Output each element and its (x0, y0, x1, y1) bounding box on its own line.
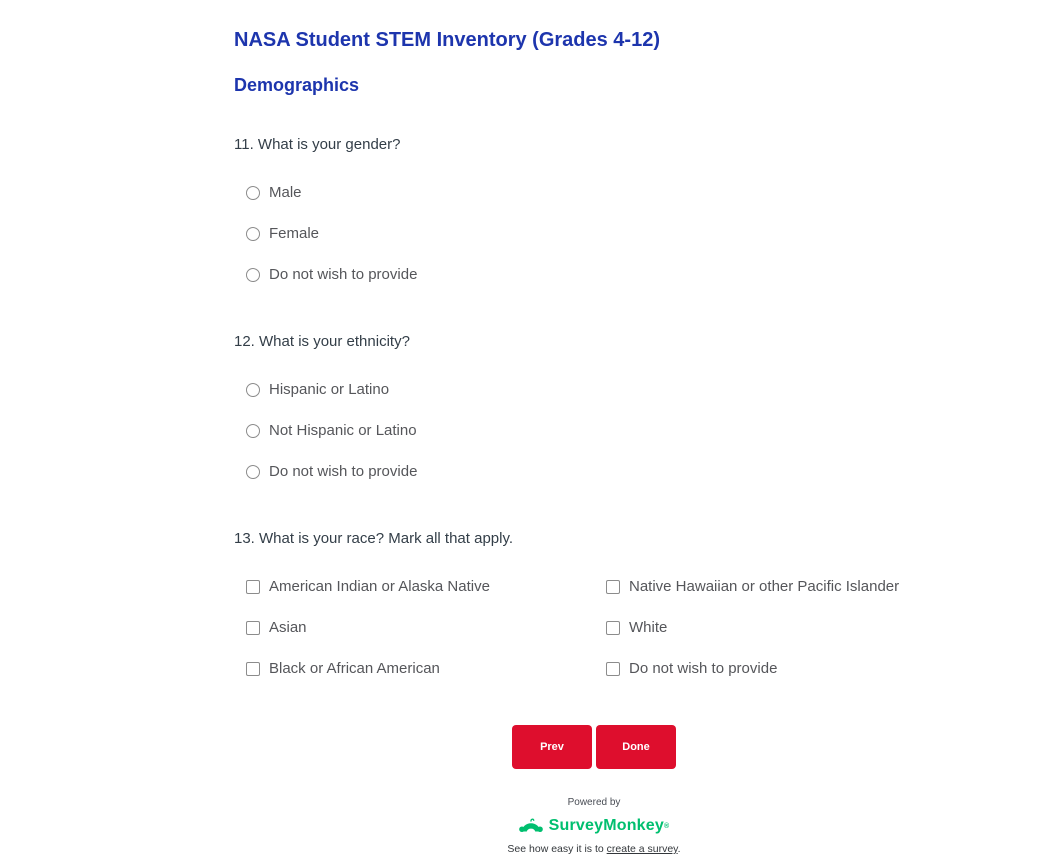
option-label[interactable]: American Indian or Alaska Native (269, 578, 490, 595)
survey-page (234, 0, 954, 856)
option-label[interactable]: Female (269, 225, 320, 242)
checkbox-option-no-provide-race[interactable] (606, 661, 954, 677)
checkbox-option-asian[interactable] (246, 620, 594, 636)
question-title: 11. What is your gender? (234, 136, 401, 153)
checkbox-option-native-hawaiian[interactable] (606, 579, 954, 595)
radio-option-no-provide-ethnicity[interactable] (246, 464, 954, 480)
checkbox-option-black[interactable] (246, 661, 594, 677)
radio-button-icon[interactable] (246, 465, 260, 479)
navigation-buttons (234, 725, 954, 769)
prev-button[interactable]: Prev (512, 725, 592, 769)
option-label[interactable]: Native Hawaiian or other Pacific Islander (629, 578, 900, 595)
tagline-period: . (677, 843, 681, 855)
radio-button-icon[interactable] (246, 186, 260, 200)
question-ethnicity (234, 333, 954, 480)
option-label[interactable]: Do not wish to provide (629, 660, 778, 677)
checkbox-icon[interactable] (606, 580, 620, 594)
radio-button-icon[interactable] (246, 268, 260, 282)
footer-tagline (234, 843, 954, 856)
checkbox-option-white[interactable] (606, 620, 954, 636)
footer (234, 797, 954, 856)
option-label[interactable]: Black or African American (269, 660, 440, 677)
radio-option-male[interactable] (246, 185, 954, 201)
radio-option-hispanic[interactable] (246, 382, 954, 398)
checkbox-option-american-indian[interactable] (246, 579, 594, 595)
question-race (234, 530, 954, 677)
surveymonkey-logo[interactable] (234, 815, 954, 837)
surveymonkey-monkey-icon (519, 817, 543, 835)
survey-title: NASA Student STEM Inventory (Grades 4-12) (234, 29, 660, 51)
powered-by-label: Powered by (567, 797, 621, 808)
option-label[interactable]: Do not wish to provide (269, 266, 418, 283)
option-label[interactable]: Not Hispanic or Latino (269, 422, 417, 439)
option-label[interactable]: Do not wish to provide (269, 463, 418, 480)
option-label[interactable]: Hispanic or Latino (269, 381, 390, 398)
question-gender (234, 136, 954, 283)
checkbox-icon[interactable] (246, 580, 260, 594)
checkbox-grid (234, 548, 954, 677)
radio-button-icon[interactable] (246, 424, 260, 438)
radio-button-icon[interactable] (246, 227, 260, 241)
registered-mark: ® (663, 823, 670, 830)
section-title: Demographics (234, 75, 360, 95)
checkbox-icon[interactable] (246, 662, 260, 676)
radio-option-female[interactable] (246, 226, 954, 242)
option-label[interactable]: White (629, 619, 668, 636)
done-button[interactable]: Done (596, 725, 676, 769)
question-title: 12. What is your ethnicity? (234, 333, 410, 350)
surveymonkey-wordmark: SurveyMonkey® (548, 817, 670, 834)
radio-option-not-hispanic[interactable] (246, 423, 954, 439)
create-a-survey-link[interactable]: create a survey (606, 843, 678, 855)
tagline-text: See how easy it is to (507, 843, 607, 855)
question-title: 13. What is your race? Mark all that apply. (234, 530, 514, 547)
checkbox-icon[interactable] (606, 621, 620, 635)
radio-button-icon[interactable] (246, 383, 260, 397)
checkbox-icon[interactable] (246, 621, 260, 635)
option-label[interactable]: Male (269, 184, 302, 201)
radio-option-no-provide-gender[interactable] (246, 267, 954, 283)
checkbox-icon[interactable] (606, 662, 620, 676)
option-label[interactable]: Asian (269, 619, 307, 636)
